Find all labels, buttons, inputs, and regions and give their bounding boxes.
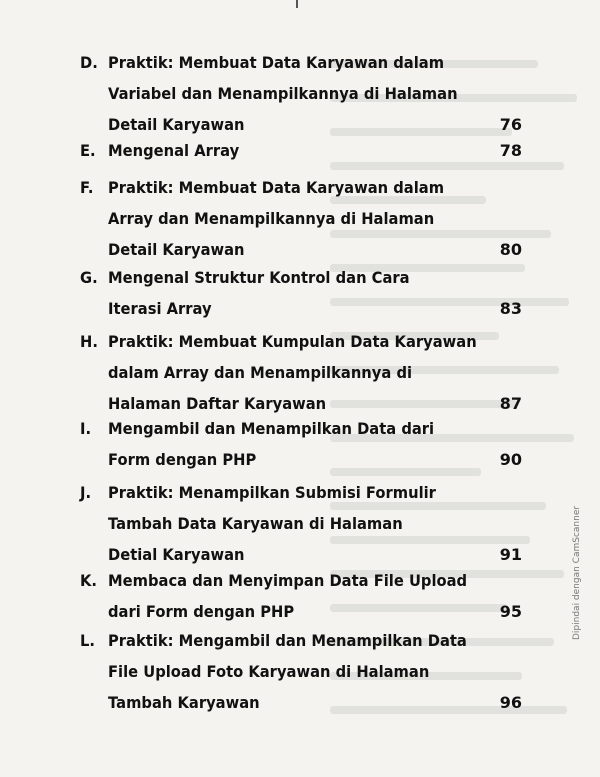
entry-title-line: dari Form dengan PHP xyxy=(108,602,295,621)
entry-title-line: dalam Array dan Menampilkannya di xyxy=(108,363,413,382)
entry-title-line: Mengambil dan Menampilkan Data dari xyxy=(108,419,435,438)
entry-page-number: 83 xyxy=(499,299,522,318)
page-edge-mark xyxy=(296,0,298,8)
entry-title-line: Tambah Karyawan xyxy=(108,693,260,712)
entry-title-line: Form dengan PHP xyxy=(108,450,257,469)
entry-title-line: Praktik: Menampilkan Submisi Formulir xyxy=(108,483,436,502)
entry-page-number: 76 xyxy=(499,115,522,134)
entry-page-number: 95 xyxy=(499,602,522,621)
entry-page-number: 87 xyxy=(499,394,522,413)
entry-letter: F. xyxy=(80,178,94,197)
entry-page-number: 80 xyxy=(499,240,522,259)
entry-title-line: Array dan Menampilkannya di Halaman xyxy=(108,209,435,228)
entry-title-line: Praktik: Membuat Data Karyawan dalam xyxy=(108,53,445,72)
entry-title-line: Detial Karyawan xyxy=(108,545,245,564)
entry-title-line: Praktik: Mengambil dan Menampilkan Data xyxy=(108,631,467,650)
entry-page-number: 91 xyxy=(499,545,522,564)
entry-page-number: 90 xyxy=(499,450,522,469)
entry-title-line: File Upload Foto Karyawan di Halaman xyxy=(108,662,430,681)
entry-title-line: Mengenal Struktur Kontrol dan Cara xyxy=(108,268,410,287)
entry-letter: D. xyxy=(80,53,98,72)
entry-title-line: Detail Karyawan xyxy=(108,240,245,259)
entry-title-line: Detail Karyawan xyxy=(108,115,245,134)
entry-letter: H. xyxy=(80,332,98,351)
entry-letter: K. xyxy=(80,571,98,590)
entry-letter: J. xyxy=(80,483,92,502)
entry-title-line: Tambah Data Karyawan di Halaman xyxy=(108,514,403,533)
entry-letter: G. xyxy=(80,268,98,287)
entry-title-line: Praktik: Membuat Kumpulan Data Karyawan xyxy=(108,332,477,351)
entry-title-line: Mengenal Array xyxy=(108,141,240,160)
entry-title-line: Membaca dan Menyimpan Data File Upload xyxy=(108,571,468,590)
entry-page-number: 96 xyxy=(499,693,522,712)
scanner-watermark: Dipindai dengan CamScanner xyxy=(572,505,582,640)
entry-title-line: Variabel dan Menampilkannya di Halaman xyxy=(108,84,458,103)
entry-title-line: Halaman Daftar Karyawan xyxy=(108,394,327,413)
entry-page-number: 78 xyxy=(499,141,522,160)
entry-letter: I. xyxy=(80,419,92,438)
entry-title-line: Praktik: Membuat Data Karyawan dalam xyxy=(108,178,445,197)
entry-title-line: Iterasi Array xyxy=(108,299,212,318)
entry-letter: L. xyxy=(80,631,95,650)
entry-letter: E. xyxy=(80,141,96,160)
